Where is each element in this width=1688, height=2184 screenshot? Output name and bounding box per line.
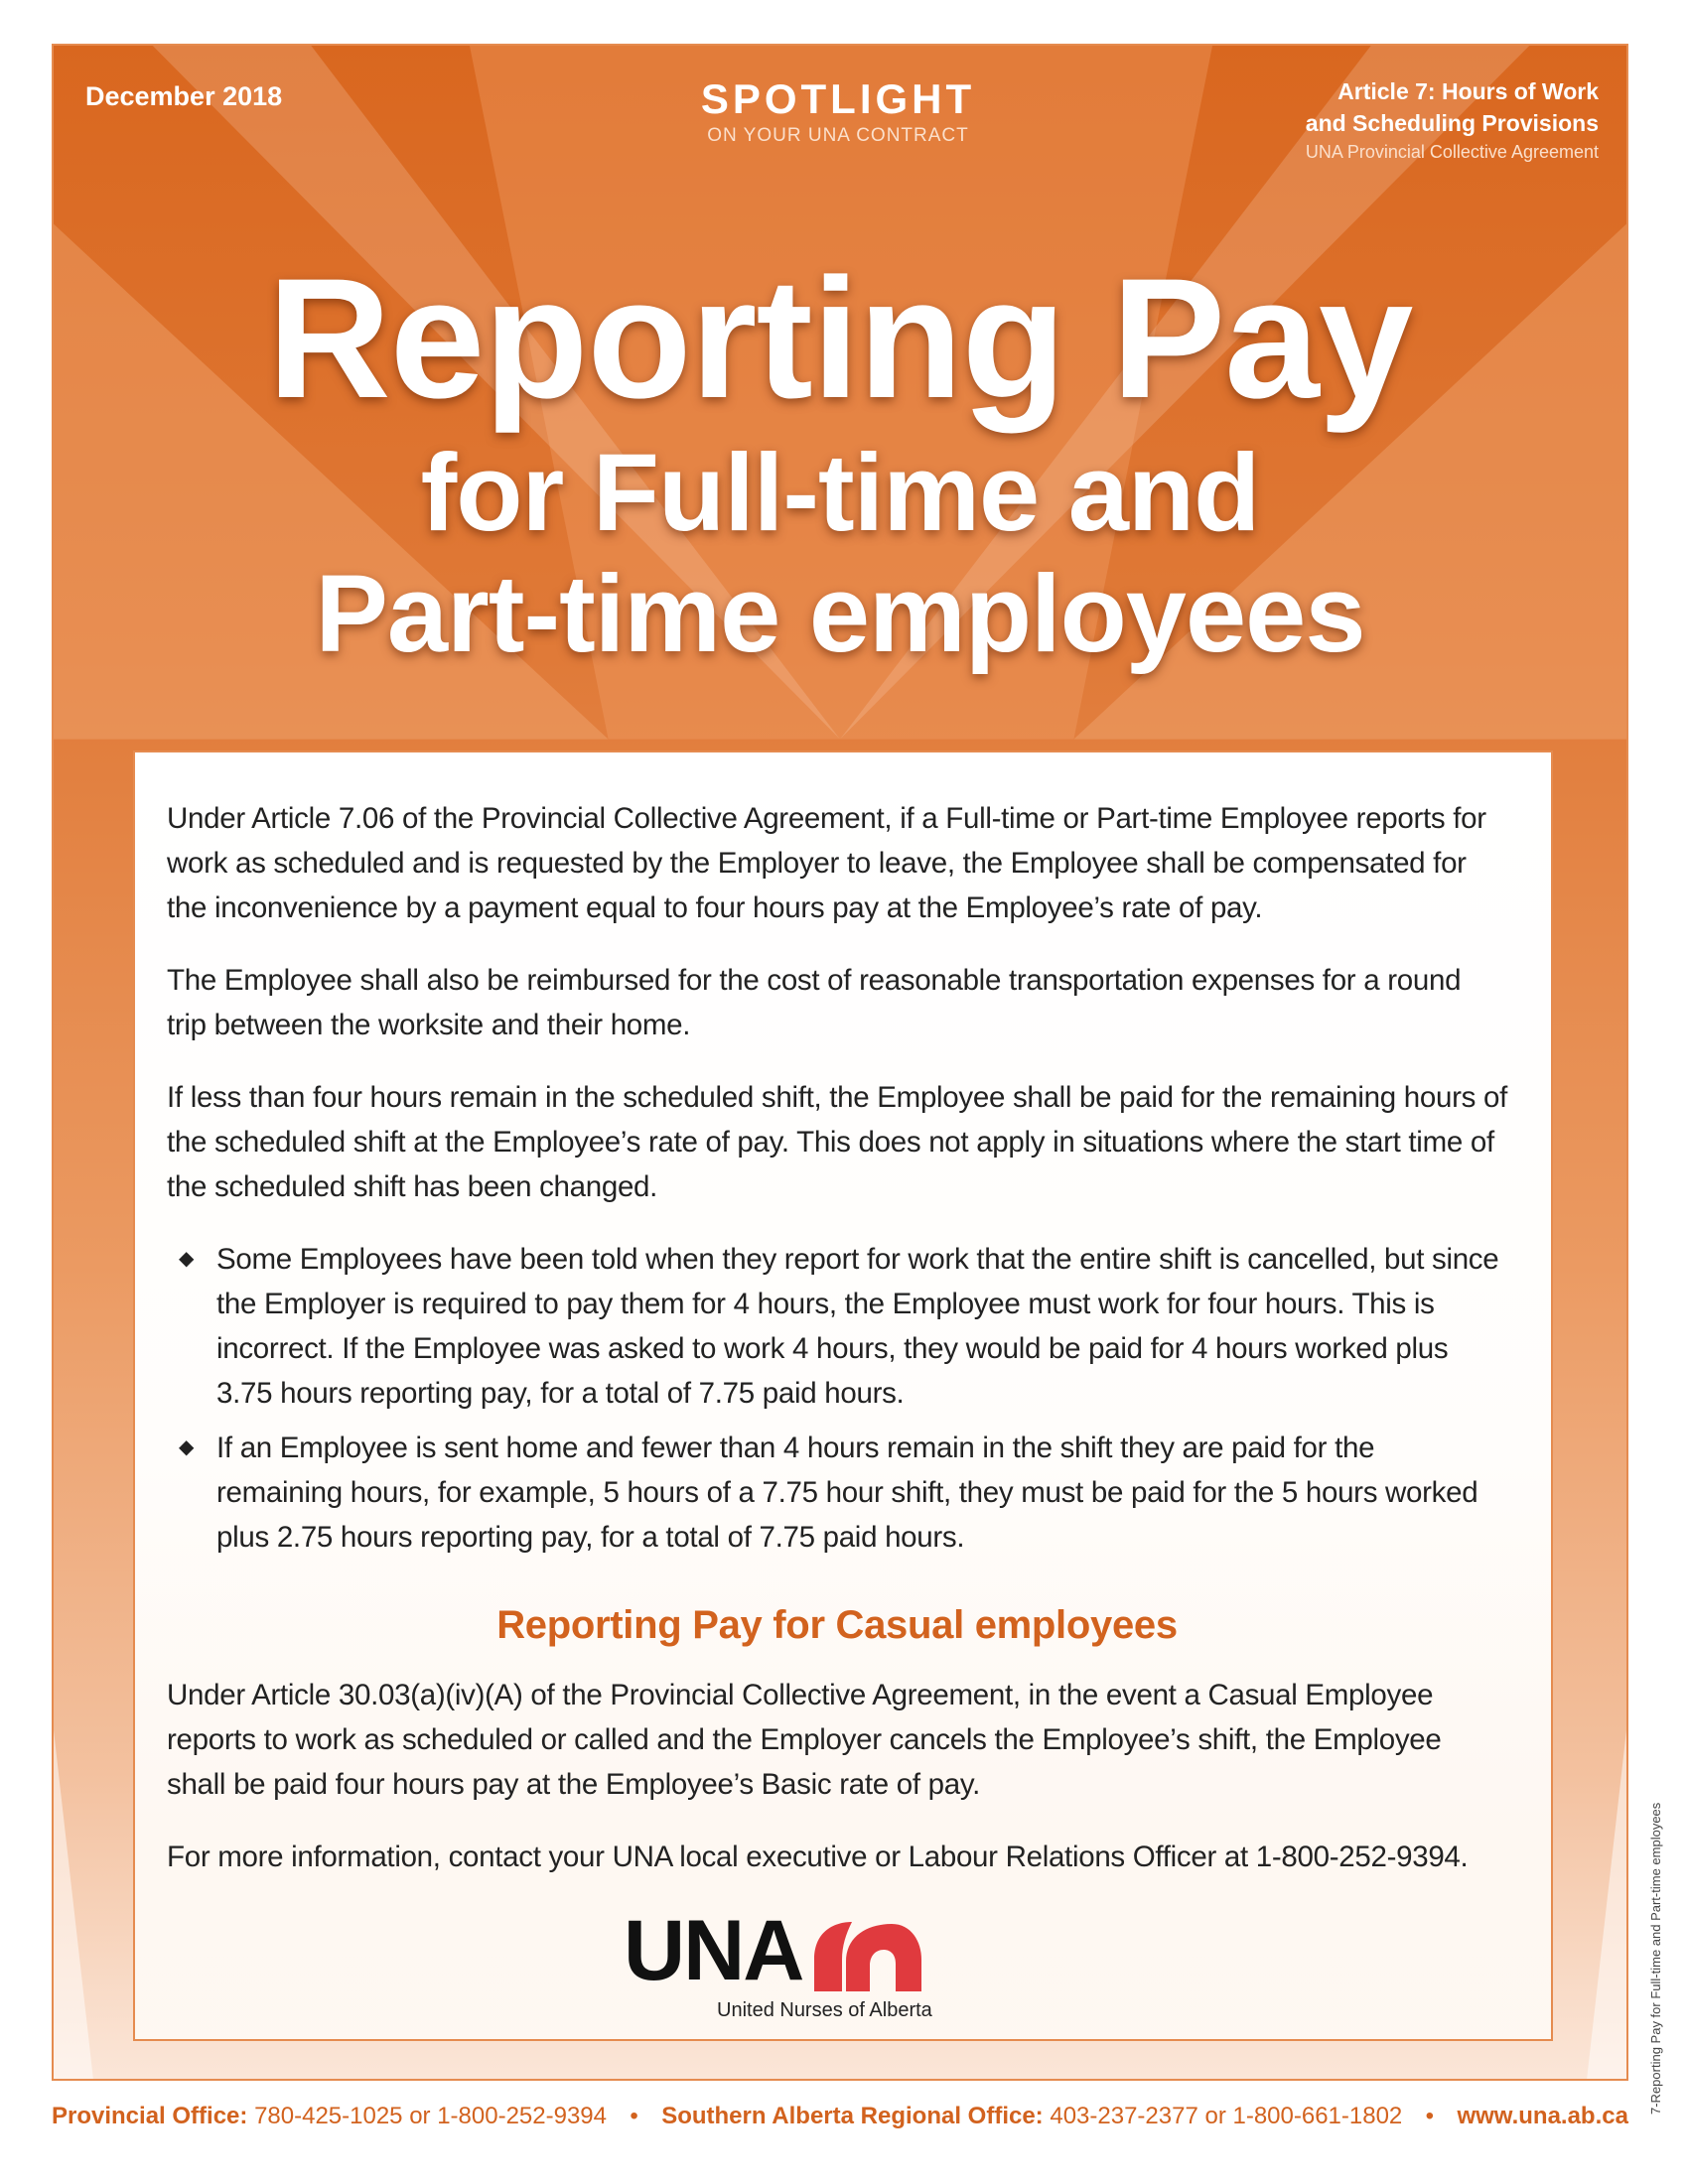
headline-line-3: Part-time employees: [315, 553, 1365, 675]
paragraph-transportation: The Employee shall also be reimbursed for the cost of reasonable transportation expenses for a round trip between the worksite and their home.: [167, 964, 1462, 1041]
bullet-item-2-text: If an Employee is sent home and fewer than 4 hours remain in the shift they are paid for the remaining hours, for example, 5 hours of a 7.75 hour shift, they must be paid for the 5 hours worked plus 2.75 hours reporting pay, for a total of 7.75 paid hours.: [216, 1432, 1478, 1554]
spotlight-page: [52, 44, 1628, 2081]
document-side-note: [1644, 1777, 1666, 2115]
bullet-item-1: [167, 1237, 1507, 1416]
paragraph-remaining-hours: If less than four hours remain in the scheduled shift, the Employee shall be paid for the remaining hours of the scheduled shift at the Employee’s rate of pay. This does not apply in situations where the start time of the scheduled shift has been changed.: [167, 1081, 1507, 1203]
paragraph-casual: Under Article 30.03(a)(iv)(A) of the Provincial Collective Agreement, in the event a Casual Employee reports to work as scheduled or called and the Employer cancels the Employee’s shift, the Employee shall be paid four hours pay at the Employee’s Basic rate of pay.: [167, 1679, 1442, 1801]
bullet-list: [167, 1237, 1507, 1560]
casual-section-heading: Reporting Pay for Casual employees: [496, 1603, 1178, 1647]
headline-line-2: for Full-time and: [420, 432, 1260, 554]
headline-line-1: Reporting Pay: [267, 243, 1413, 434]
diamond-bullet-icon: ◆: [179, 1436, 195, 1458]
provincial-office-phones: 780-425-1025 or 1-800-252-9394: [254, 2103, 607, 2129]
article-reference-line-2: and Scheduling Provisions: [1305, 110, 1599, 136]
southern-office-label: Southern Alberta Regional Office:: [661, 2103, 1044, 2129]
una-logo-caption: United Nurses of Alberta: [717, 1999, 932, 2021]
spotlight-title: SPOTLIGHT: [700, 75, 976, 122]
footer-provincial: [52, 2097, 607, 2136]
article-reference: [1162, 75, 1599, 165]
una-wordmark: UNA: [624, 1903, 803, 1998]
footer-separator: •: [630, 2103, 638, 2129]
footer-contacts: [52, 2097, 1628, 2136]
article-reference-line-1: Article 7: Hours of Work: [1337, 78, 1599, 104]
provincial-office-label: Provincial Office:: [52, 2103, 248, 2129]
side-note-text: 7-Reporting Pay for Full-time and Part-time employees: [1648, 1802, 1663, 2115]
una-logo: [624, 1903, 981, 2021]
issue-date: December 2018: [85, 81, 283, 111]
paragraph-article-706: Under Article 7.06 of the Provincial Collective Agreement, if a Full-time or Part-time Employee reports for work as scheduled and is requested by the Employer to leave, the Employee shall be compensated for the inconvenience by a payment equal to four hours pay at the Employee’s rate of pay.: [167, 802, 1486, 924]
southern-office-phones: 403-237-2377 or 1-800-661-1802: [1050, 2103, 1403, 2129]
footer-southern: [661, 2097, 1402, 2136]
spotlight-subtitle: ON YOUR UNA CONTRACT: [707, 125, 969, 146]
website-link[interactable]: www.una.ab.ca: [1457, 2103, 1628, 2129]
content-panel: [133, 751, 1553, 2041]
bullet-item-1-text: Some Employees have been told when they report for work that the entire shift is cancelled, but since the Employer is required to pay them for 4 hours, the Employee must work for four hours. This is incorrect. If the Employee was asked to work 4 hours, they would be paid for 4 hours worked plus 3.75 hours reporting pay, for a total of 7.75 paid hours.: [216, 1243, 1499, 1410]
diamond-bullet-icon: ◆: [179, 1248, 195, 1270]
footer-separator: •: [1425, 2103, 1435, 2129]
una-logo-mark-icon: [812, 1920, 923, 1993]
spotlight-masthead: [649, 75, 1027, 147]
paragraph-contact: For more information, contact your UNA local executive or Labour Relations Officer at 1-800-252-9394.: [167, 1841, 1469, 1873]
page-headline: [54, 244, 1626, 675]
bullet-item-2: [167, 1426, 1507, 1560]
article-reference-line-3: UNA Provincial Collective Agreement: [1305, 142, 1599, 162]
